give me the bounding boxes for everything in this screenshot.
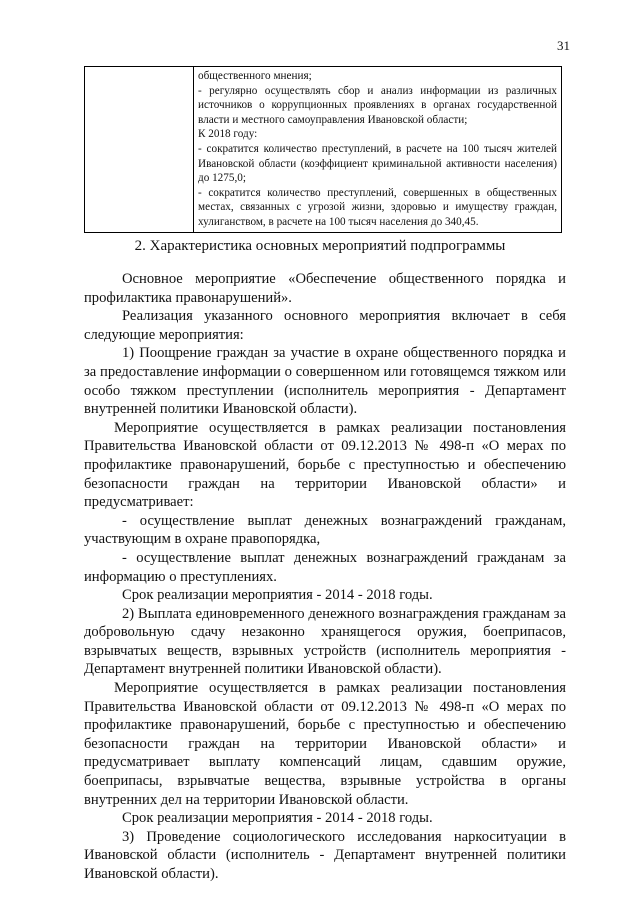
paragraph: Срок реализации мероприятия - 2014 - 2018 годы. xyxy=(122,810,433,827)
table-cell-empty xyxy=(85,67,194,233)
paragraph: 3) Проведение социологического исследования наркоситуации в Ивановской области (исполнитель - Департамент внутренней политики Ивановской области). xyxy=(84,828,566,882)
section-heading: 2. Характеристика основных мероприятий подпрограммы xyxy=(134,238,506,254)
paragraph: Мероприятие осуществляется в рамках реализации постановления Правительства Ивановской области от 09.12.2013 № 498-п «О мерах по профилактике правонарушений, борьбе с преступностью и обеспечению безопасности граждан на территории Ивановской области» и предусматривает выплату компенсаций лицам, сдавшим оружие, боеприпасы, взрывчатые вещества, взрывные устройства в органы внутренних дел на территории Ивановской области. xyxy=(84,680,566,808)
page-number: 31 xyxy=(557,38,570,53)
paragraph: Срок реализации мероприятия - 2014 - 2018 годы. xyxy=(122,587,433,604)
paragraph: 2) Выплата единовременного денежного вознаграждения гражданам за добровольную сдачу незаконно хранящегося оружия, боеприпасов, взрывчатых веществ, взрывных устройств (исполнитель мероприятия - Департамент внутренней политики Ивановской области). xyxy=(84,605,566,678)
table-cell-results xyxy=(194,67,562,233)
table-line: - регулярно осуществлять сбор и анализ информации из различных источников о коррупционных проявлениях в органах государственной власти и местного самоуправления Ивановской области; xyxy=(198,84,557,126)
paragraph: Основное мероприятие «Обеспечение общественного порядка и профилактика правонарушений». xyxy=(84,271,566,306)
table-line: общественного мнения; xyxy=(198,70,312,82)
table-row xyxy=(85,67,562,233)
paragraph: 1) Поощрение граждан за участие в охране общественного порядка и за предоставление информации о совершенном или готовящемся тяжком или особо тяжком преступлении (исполнитель мероприятия - Департамент внутренней политики Ивановской области). xyxy=(84,345,566,418)
paragraph: - осуществление выплат денежных вознаграждений гражданам, участвующим в охране правопорядка, xyxy=(84,512,566,548)
paragraph: Мероприятие осуществляется в рамках реализации постановления Правительства Ивановской области от 09.12.2013 № 498-п «О мерах по профилактике правонарушений, борьбе с преступностью и обеспечению безопасности граждан на территории Ивановской области» и предусматривает: xyxy=(84,419,566,511)
table-line: - сократится количество преступлений, в расчете на 100 тысяч жителей Ивановской области (коэффициент криминальной активности населения) до 1275,0; xyxy=(198,142,557,185)
paragraph: Реализация указанного основного мероприятия включает в себя следующие мероприятия: xyxy=(84,308,566,343)
paragraph: - осуществление выплат денежных вознаграждений гражданам за информацию о преступлениях. xyxy=(84,549,566,585)
table-line: - сократится количество преступлений, совершенных в общественных местах, связанных с угрозой жизни, здоровью и имуществу граждан, хулиганством, в расчете на 100 тысяч населения до 340,45. xyxy=(198,186,557,228)
table-line: К 2018 году: xyxy=(198,128,258,141)
body-text xyxy=(84,270,566,884)
continuation-table xyxy=(84,66,562,233)
